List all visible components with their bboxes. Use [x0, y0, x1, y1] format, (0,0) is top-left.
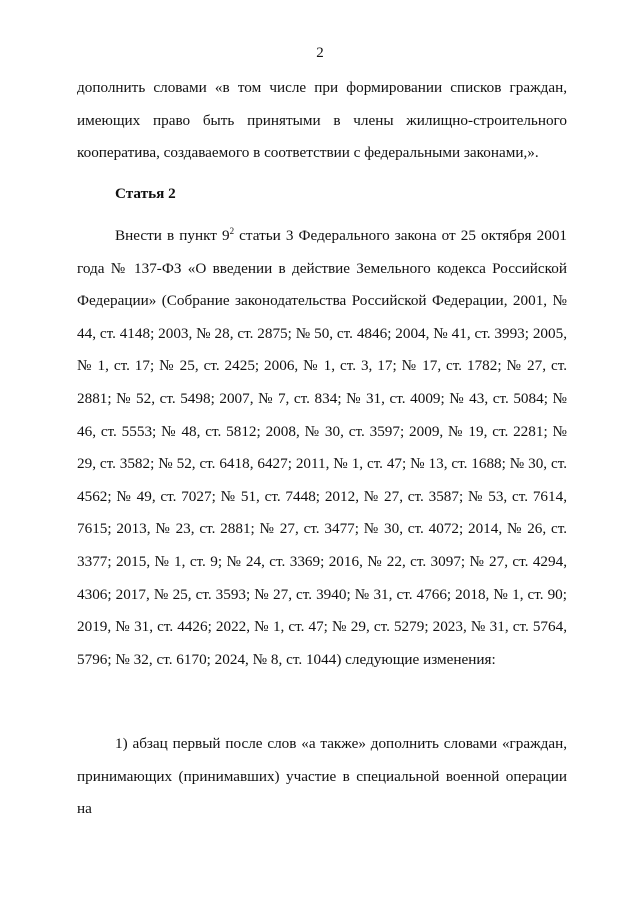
article-body [77, 220, 567, 676]
paragraph-3: 1) абзац первый после слов «а также» дополнить словами «граждан, принимающих (принимавших) участие в специальной военной операции на [77, 735, 567, 818]
page-number: 2 [316, 45, 324, 61]
paragraph-2-superscript: 2 [229, 225, 235, 236]
item-1-block [77, 728, 567, 826]
paragraph-2-start: Внести в пункт 9 [115, 227, 230, 244]
article-heading: Статья 2 [115, 185, 176, 202]
paragraph-1: дополнить словами «в том числе при формировании списков граждан, имеющих право быть принятыми в члены жилищно-строительного кооператива, создаваемого в соответствии с федеральными законами,». [77, 79, 567, 162]
article-heading-block [77, 178, 567, 211]
paragraph-2 [77, 220, 567, 676]
paragraph-2-rest: статьи 3 Федерального закона от 25 октября 2001 года № 137-ФЗ «О введении в действие Земельного кодекса Российской Федерации» (Собрание законодательства Российской Федерации, 2001, № 44, ст. 4148; 2003, № 28, ст. 2875; № 50, ст. 4846; 2004, № 41, ст. 3993; 2005, № 1, ст. 17; № 25, ст. 2425; 2006, № 1, ст. 3, 17; № 17, ст. 1782; № 27, ст. 2881; № 52, ст. 5498; 2007, № 7, ст. 834; № 31, ст. 4009; № 43, ст. 5084; № 46, ст. 5553; № 48, ст. 5812; 2008, № 30, ст. 3597; 2009, № 19, ст. 2281; № 29, ст. 3582; № 52, ст. 6418, 6427; 2011, № 1, ст. 47; № 13, ст. 1688; № 30, ст. 4562; № 49, ст. 7027; № 51, ст. 7448; 2012, № 27, ст. 3587; № 53, ст. 7614, 7615; 2013, № 23, ст. 2881; № 27, ст. 3477; № 30, ст. 4072; 2014, № 26, ст. 3377; 2015, № 1, ст. 9; № 24, ст. 3369; 2016, № 22, ст. 3097; № 27, ст. 4294, 4306; 2017, № 25, ст. 3593; № 27, ст. 3940; № 31, ст. 4766; 2018, № 1, ст. 90; 2019, № 31, ст. 4426; 2022, № 1, ст. 47; № 29, ст. 5279; 2023, № 31, ст. 5764, 5796; № 32, ст. 6170; 2024, № 8, ст. 1044) следующие изменения: [77, 227, 568, 668]
paragraph-continuation [77, 72, 567, 170]
